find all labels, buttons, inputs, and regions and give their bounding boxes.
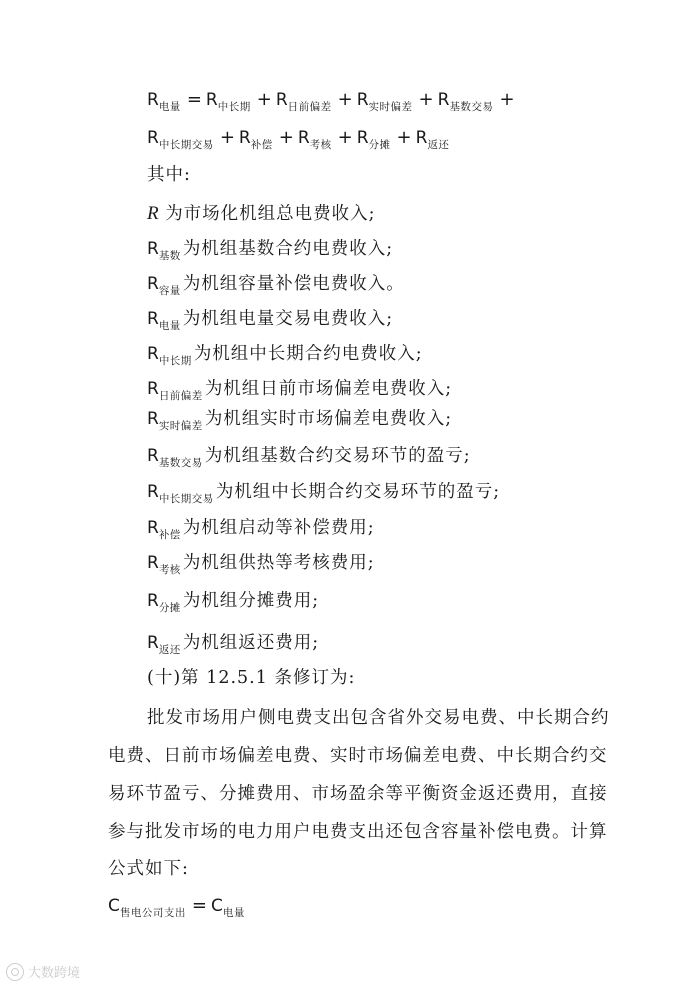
formula-subscript: 实时偏差 bbox=[368, 101, 413, 113]
plus-sign: + bbox=[256, 89, 272, 110]
watermark-text: 大数跨境 bbox=[28, 966, 81, 981]
definition-text: 为机组基数合约电费收入; bbox=[182, 239, 394, 259]
definition-text: 为机组容量补偿电费收入。 bbox=[182, 274, 405, 294]
definition-item bbox=[147, 202, 376, 226]
formula-subscript: 补偿 bbox=[250, 139, 273, 151]
formula-var: R bbox=[205, 90, 218, 110]
definition-text: 为机组分摊费用; bbox=[182, 591, 320, 611]
paragraph-line: 公式如下: bbox=[108, 859, 189, 879]
formula-subscript: 中长期 bbox=[217, 101, 251, 113]
definition-item bbox=[147, 589, 319, 615]
definition-var: R bbox=[147, 239, 159, 259]
plus-sign: + bbox=[337, 89, 353, 110]
definition-subscript: 容量 bbox=[158, 285, 181, 297]
formula-cost bbox=[108, 894, 247, 920]
definition-subscript: 基数交易 bbox=[158, 457, 203, 469]
formula-var: R bbox=[147, 128, 159, 148]
section-heading: (十)第 12.5.1 条修订为: bbox=[147, 668, 356, 688]
definition-var: R bbox=[147, 203, 159, 224]
definition-item bbox=[147, 516, 375, 542]
formula-subscript: 分摊 bbox=[368, 139, 391, 151]
paragraph-line: 易环节盈亏、分摊费用、市场盈余等平衡资金返还费用，直接 bbox=[108, 784, 608, 804]
plus-sign: + bbox=[418, 89, 434, 110]
definition-var: R bbox=[147, 309, 159, 329]
definition-subscript: 返还 bbox=[158, 644, 181, 656]
plus-sign: + bbox=[219, 127, 235, 148]
formula-var: R bbox=[356, 128, 369, 148]
definition-text: 为机组实时市场偏差电费收入; bbox=[204, 409, 453, 429]
definition-var: R bbox=[147, 482, 159, 502]
definition-text: 为机组基数合约交易环节的盈亏; bbox=[204, 446, 471, 466]
definition-subscript: 电量 bbox=[158, 320, 181, 332]
definition-var: R bbox=[147, 344, 159, 364]
definition-item bbox=[147, 480, 500, 506]
formula-subscript: 电量 bbox=[222, 907, 245, 919]
definition-var: R bbox=[147, 409, 159, 429]
paragraph-line: 电费、日前市场偏差电费、实时市场偏差电费、中长期合约交 bbox=[108, 746, 608, 766]
plus-sign: + bbox=[396, 127, 412, 148]
definition-text: 为机组中长期合约交易环节的盈亏; bbox=[215, 482, 501, 502]
definition-subscript: 中长期交易 bbox=[158, 493, 214, 505]
equals-sign: = bbox=[191, 895, 207, 916]
definition-text: 为市场化机组总电费收入; bbox=[165, 204, 376, 224]
paragraph-line: 参与批发市场的电力用户电费支出还包含容量补偿电费。计算 bbox=[108, 822, 608, 842]
plus-sign: + bbox=[499, 89, 515, 110]
definition-var: R bbox=[147, 446, 159, 466]
formula-line-2 bbox=[147, 126, 451, 152]
formula-var: R bbox=[275, 90, 288, 110]
formula-var: R bbox=[238, 128, 251, 148]
formula-subscript: 考核 bbox=[309, 139, 332, 151]
definition-item bbox=[147, 272, 405, 298]
formula-subscript: 电量 bbox=[158, 101, 181, 113]
equals-sign: = bbox=[186, 89, 202, 110]
definition-var: R bbox=[147, 633, 159, 653]
formula-var: R bbox=[356, 90, 369, 110]
definition-text: 为机组中长期合约电费收入; bbox=[193, 344, 423, 364]
definition-item bbox=[147, 377, 452, 403]
definition-item bbox=[147, 407, 452, 433]
formula-subscript: 日前偏差 bbox=[287, 101, 332, 113]
definition-var: R bbox=[147, 274, 159, 294]
formula-var: C bbox=[210, 896, 223, 916]
definition-item bbox=[147, 237, 393, 263]
formula-subscript: 基数交易 bbox=[449, 101, 494, 113]
watermark bbox=[6, 962, 80, 981]
definition-text: 为机组启动等补偿费用; bbox=[182, 518, 375, 538]
definition-subscript: 基数 bbox=[158, 250, 181, 262]
paragraph-line: 批发市场用户侧电费支出包含省外交易电费、中长期合约 bbox=[147, 708, 610, 728]
definition-subscript: 中长期 bbox=[158, 355, 192, 367]
definition-text: 为机组电量交易电费收入; bbox=[182, 309, 394, 329]
formula-line-1 bbox=[147, 88, 519, 114]
formula-var: R bbox=[415, 128, 428, 148]
definition-subscript: 实时偏差 bbox=[158, 420, 203, 432]
formula-subscript: 售电公司支出 bbox=[119, 907, 186, 919]
definition-item bbox=[147, 342, 423, 368]
formula-var: C bbox=[108, 896, 120, 916]
plus-sign: + bbox=[337, 127, 353, 148]
plus-sign: + bbox=[278, 127, 294, 148]
definition-text: 为机组日前市场偏差电费收入; bbox=[204, 379, 453, 399]
definition-subscript: 补偿 bbox=[158, 529, 181, 541]
definition-var: R bbox=[147, 518, 159, 538]
definition-item bbox=[147, 551, 375, 577]
formula-var: R bbox=[147, 90, 159, 110]
formula-var: R bbox=[437, 90, 450, 110]
definition-text: 为机组供热等考核费用; bbox=[182, 553, 375, 573]
formula-subscript: 返还 bbox=[427, 139, 450, 151]
definition-text: 为机组返还费用; bbox=[182, 633, 320, 653]
formula-subscript: 中长期交易 bbox=[158, 139, 214, 151]
definition-subscript: 分摊 bbox=[158, 602, 181, 614]
definition-var: R bbox=[147, 379, 159, 399]
definition-item bbox=[147, 444, 471, 470]
definition-subscript: 考核 bbox=[158, 564, 181, 576]
where-label: 其中: bbox=[147, 165, 191, 185]
formula-var: R bbox=[297, 128, 310, 148]
definition-item bbox=[147, 307, 393, 333]
definition-item bbox=[147, 631, 319, 657]
definition-var: R bbox=[147, 553, 159, 573]
watermark-logo-icon bbox=[6, 963, 24, 981]
definition-subscript: 日前偏差 bbox=[158, 390, 203, 402]
definition-var: R bbox=[147, 591, 159, 611]
